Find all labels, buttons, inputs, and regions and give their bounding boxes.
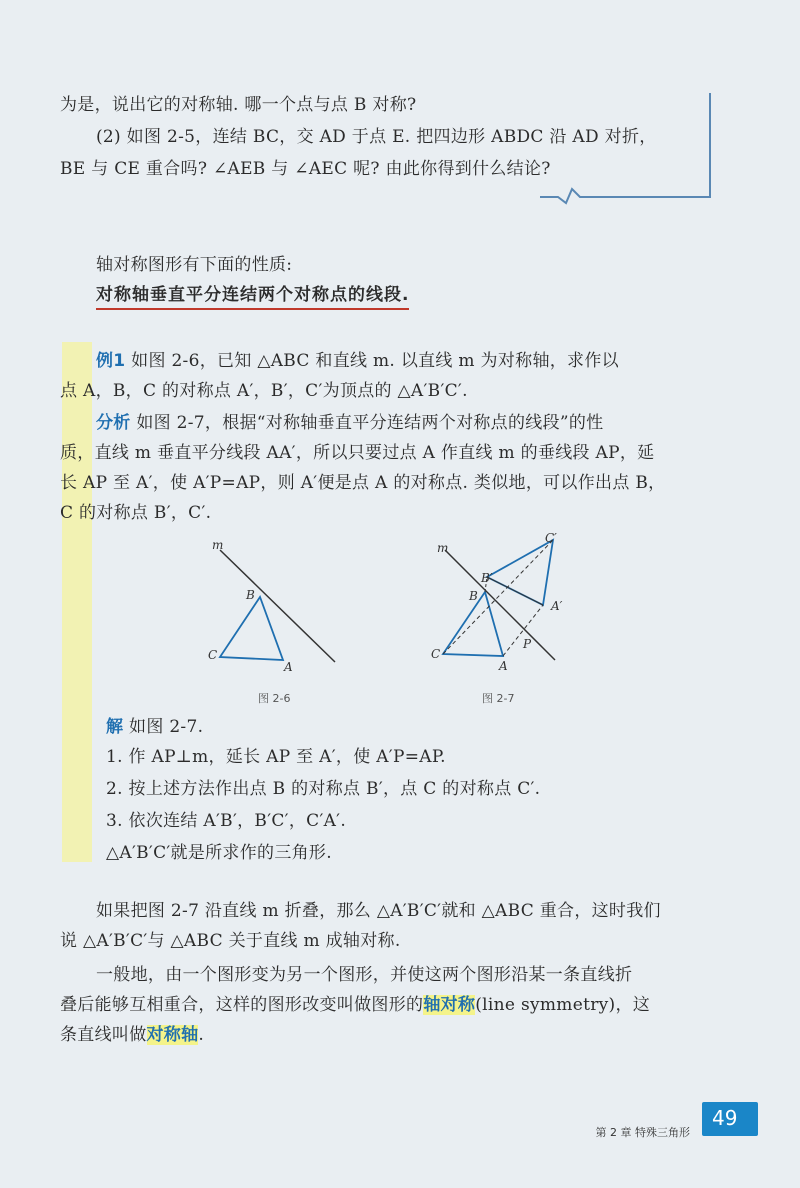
question-line-3: BE 与 CE 重合吗? ∠AEB 与 ∠AEC 呢? 由此你得到什么结论?: [60, 159, 551, 179]
label-b: B: [246, 588, 255, 602]
solution-label: 解: [106, 717, 124, 737]
label-m: m: [437, 541, 449, 555]
chapter-label: 第 2 章 特殊三角形: [595, 1126, 690, 1139]
label-m: m: [212, 538, 224, 552]
solution-intro-text: 如图 2-7.: [123, 717, 204, 737]
figure-2-6: [200, 535, 350, 685]
label-c: C: [208, 648, 218, 662]
closing-line-4: [60, 994, 650, 1016]
closing-text-4b: (line symmetry)，这: [475, 995, 651, 1015]
solution-line-intro: [106, 716, 203, 738]
analysis-label: 分析: [96, 413, 131, 433]
label-b-prime: B′: [481, 571, 493, 585]
example-text-1: 如图 2-6，已知 △ABC 和直线 m. 以直线 m 为对称轴，求作以: [125, 351, 619, 371]
analysis-line-1: [96, 412, 603, 434]
closing-line-1: 如果把图 2-7 沿直线 m 折叠，那么 △A′B′C′就和 △ABC 重合，这时我们: [96, 901, 661, 921]
term-line-symmetry: 轴对称: [423, 995, 476, 1015]
property-intro: 轴对称图形有下面的性质:: [96, 255, 293, 275]
closing-line-3: 一般地，由一个图形变为另一个图形，并使这两个图形沿某一条直线折: [96, 965, 633, 985]
label-a: A: [499, 659, 508, 673]
analysis-line-2: 质，直线 m 垂直平分线段 AA′，所以只要过点 A 作直线 m 的垂线段 AP，延: [60, 443, 655, 463]
page-number: 49: [712, 1106, 738, 1130]
closing-line-5: [60, 1024, 204, 1046]
question-line-2: (2) 如图 2-5，连结 BC，交 AD 于点 E. 把四边形 ABDC 沿 AD 对折，: [96, 127, 657, 147]
property-statement: 对称轴垂直平分连结两个对称点的线段.: [96, 284, 409, 310]
solution-conclusion: △A′B′C′就是所求作的三角形.: [106, 843, 332, 863]
example-line-1: [96, 350, 619, 372]
analysis-line-4: C 的对称点 B′，C′.: [60, 503, 212, 523]
figure-2-7-caption: 图 2-7: [482, 692, 515, 705]
question-line-1: 为是，说出它的对称轴. 哪一个点与点 B 对称?: [60, 95, 417, 115]
closing-text-5a: 条直线叫做: [60, 1025, 147, 1045]
triangle-abc: [220, 597, 283, 660]
solution-step-2: 2. 按上述方法作出点 B 的对称点 B′，点 C 的对称点 C′.: [106, 779, 541, 799]
callout-bracket: [520, 85, 720, 215]
label-a-prime: A′: [551, 599, 563, 613]
example-highlight-bar: [62, 342, 92, 862]
example-line-2: 点 A，B，C 的对称点 A′，B′，C′为顶点的 △A′B′C′.: [60, 381, 468, 401]
label-c: C: [431, 647, 441, 661]
analysis-text-1: 如图 2-7，根据“对称轴垂直平分连结两个对称点的线段”的性: [130, 413, 604, 433]
label-a: A: [284, 660, 293, 674]
solution-step-1: 1. 作 AP⊥m，延长 AP 至 A′，使 A′P=AP.: [106, 747, 446, 767]
label-c-prime: C′: [545, 531, 557, 545]
figure-2-7: [425, 530, 585, 680]
term-axis-of-symmetry: 对称轴: [146, 1025, 199, 1045]
example-label: 例1: [96, 351, 126, 371]
figure-2-6-caption: 图 2-6: [258, 692, 291, 705]
label-p: P: [523, 637, 532, 651]
solution-step-3: 3. 依次连结 A′B′，B′C′，C′A′.: [106, 811, 347, 831]
analysis-line-3: 长 AP 至 A′，使 A′P=AP，则 A′便是点 A 的对称点. 类似地，可以作出点 B，: [60, 473, 666, 493]
closing-line-2: 说 △A′B′C′与 △ABC 关于直线 m 成轴对称.: [60, 931, 401, 951]
label-b: B: [469, 589, 478, 603]
closing-text-4a: 叠后能够互相重合，这样的图形改变叫做图形的: [60, 995, 424, 1015]
closing-text-5b: .: [198, 1025, 205, 1045]
triangle-a-b-c-prime: [487, 540, 553, 605]
